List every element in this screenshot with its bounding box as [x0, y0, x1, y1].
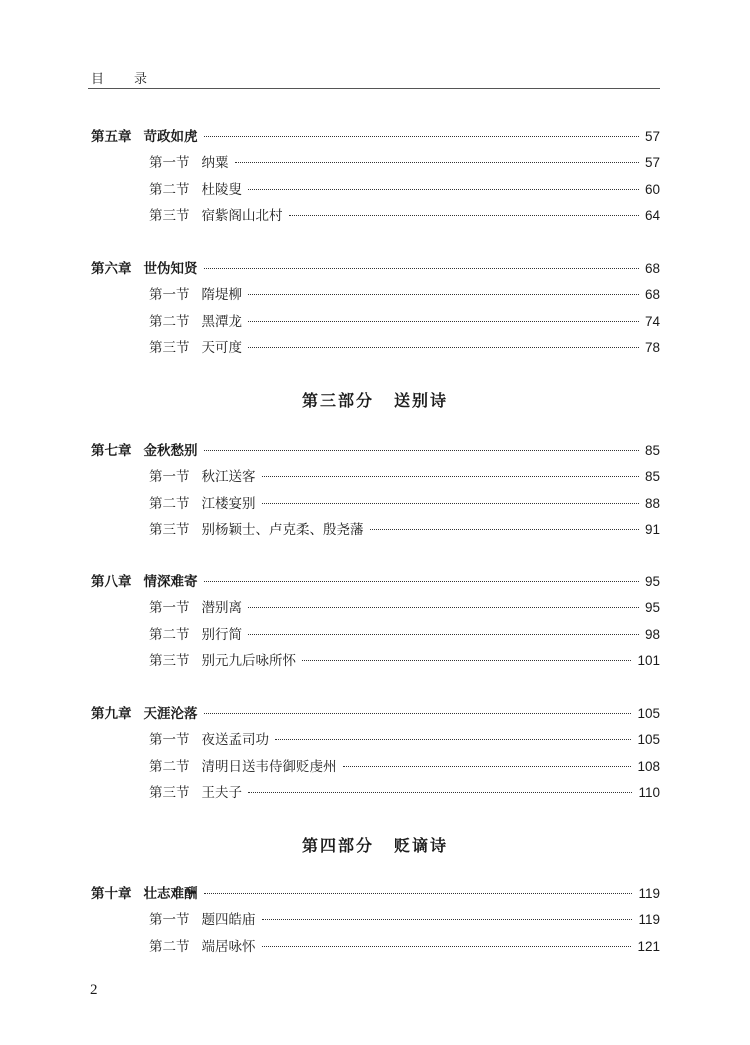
toc-section-entry[interactable] [149, 520, 660, 540]
dot-leader [235, 162, 639, 163]
entry-number: 第二节 [149, 496, 190, 512]
entry-title: 情深难寄 [143, 574, 198, 590]
toc-section-entry[interactable] [149, 206, 660, 226]
part-heading-3 [0, 388, 750, 411]
entry-number: 第六章 [91, 261, 132, 277]
entry-number: 第一节 [149, 155, 190, 171]
entry-number: 第二节 [149, 314, 190, 330]
entry-title: 纳粟 [201, 155, 229, 171]
toc-section-entry[interactable] [149, 910, 660, 930]
entry-title: 壮志难酬 [143, 886, 198, 902]
entry-title: 隋堤柳 [201, 287, 242, 303]
entry-page: 110 [638, 785, 660, 800]
entry-number: 第二节 [149, 627, 190, 643]
toc-section-entry[interactable] [149, 757, 660, 777]
entry-page: 57 [644, 129, 660, 144]
entry-title: 秋江送客 [201, 469, 256, 485]
part-heading-4 [0, 833, 750, 856]
entry-title: 题四皓庙 [201, 912, 256, 928]
entry-title: 世伪知贤 [143, 261, 198, 277]
dot-leader [343, 766, 632, 767]
entry-page: 91 [644, 522, 660, 537]
entry-title: 端居咏怀 [201, 939, 256, 955]
entry-page: 64 [644, 208, 660, 223]
dot-leader [370, 529, 639, 530]
entry-title: 江楼宴别 [201, 496, 256, 512]
part-label: 第三部分 [301, 391, 374, 410]
entry-page: 119 [638, 912, 660, 927]
toc-section-entry[interactable] [149, 783, 660, 803]
entry-number: 第三节 [149, 785, 190, 801]
dot-leader [302, 660, 631, 661]
toc-chapter-entry[interactable] [91, 572, 660, 592]
entry-page: 98 [644, 627, 660, 642]
entry-page: 78 [644, 340, 660, 355]
entry-number: 第三节 [149, 653, 190, 669]
dot-leader [204, 136, 639, 137]
toc-section-entry[interactable] [149, 285, 660, 305]
entry-title: 黑潭龙 [201, 314, 242, 330]
toc-chapter-entry[interactable] [91, 704, 660, 724]
entry-title: 清明日送韦侍御贬虔州 [201, 759, 337, 775]
entry-number: 第八章 [91, 574, 132, 590]
entry-number: 第七章 [91, 443, 132, 459]
entry-number: 第三节 [149, 208, 190, 224]
toc-section-entry[interactable] [149, 467, 660, 487]
part-name: 贬谪诗 [394, 836, 449, 855]
entry-number: 第三节 [149, 522, 190, 538]
dot-leader [248, 634, 639, 635]
entry-number: 第一节 [149, 287, 190, 303]
entry-page: 57 [644, 155, 660, 170]
toc-section-entry[interactable] [149, 598, 660, 618]
page-number: 2 [90, 982, 98, 998]
entry-title: 潜别离 [201, 600, 242, 616]
dot-leader [262, 919, 633, 920]
entry-number: 第五章 [91, 129, 132, 145]
entry-title: 别杨颖士、卢克柔、殷尧藩 [201, 522, 364, 538]
dot-leader [248, 189, 639, 190]
toc-chapter-entry[interactable] [91, 884, 660, 904]
toc-chapter-entry[interactable] [91, 441, 660, 461]
dot-leader [248, 294, 639, 295]
entry-page: 95 [644, 600, 660, 615]
entry-title: 别元九后咏所怀 [201, 653, 296, 669]
toc-section-entry[interactable] [149, 625, 660, 645]
toc-section-entry[interactable] [149, 937, 660, 957]
toc-section-entry[interactable] [149, 153, 660, 173]
header-rule [88, 88, 660, 89]
entry-page: 101 [637, 653, 660, 668]
entry-title: 天涯沦落 [143, 706, 198, 722]
entry-title: 王夫子 [201, 785, 242, 801]
entry-number: 第一节 [149, 469, 190, 485]
entry-number: 第二节 [149, 759, 190, 775]
entry-page: 74 [644, 314, 660, 329]
header-right: 录 [134, 72, 148, 87]
entry-page: 105 [637, 732, 660, 747]
entry-page: 119 [638, 886, 660, 901]
toc-section-entry[interactable] [149, 730, 660, 750]
entry-title: 天可度 [201, 340, 242, 356]
entry-page: 85 [644, 443, 660, 458]
entry-title: 杜陵叟 [201, 182, 242, 198]
entry-page: 68 [644, 261, 660, 276]
toc-section-entry[interactable] [149, 312, 660, 332]
entry-page: 88 [644, 496, 660, 511]
entry-page: 105 [637, 706, 660, 721]
dot-leader [204, 581, 639, 582]
dot-leader [248, 607, 639, 608]
header-left: 目 [91, 72, 105, 87]
toc-chapter-entry[interactable] [91, 259, 660, 279]
dot-leader [204, 450, 639, 451]
dot-leader [248, 347, 639, 348]
entry-title: 夜送孟司功 [201, 732, 269, 748]
toc-section-entry[interactable] [149, 180, 660, 200]
entry-title: 宿紫阁山北村 [201, 208, 283, 224]
entry-number: 第一节 [149, 912, 190, 928]
running-header [91, 68, 147, 87]
dot-leader [275, 739, 631, 740]
entry-page: 60 [644, 182, 660, 197]
entry-number: 第十章 [91, 886, 132, 902]
entry-title: 苛政如虎 [143, 129, 198, 145]
entry-number: 第二节 [149, 939, 190, 955]
dot-leader [204, 713, 632, 714]
entry-page: 95 [644, 574, 660, 589]
dot-leader [262, 946, 632, 947]
entry-page: 108 [637, 759, 660, 774]
dot-leader [262, 476, 639, 477]
part-label: 第四部分 [301, 836, 374, 855]
entry-number: 第九章 [91, 706, 132, 722]
dot-leader [248, 321, 639, 322]
part-name: 送别诗 [394, 391, 449, 410]
dot-leader [289, 215, 639, 216]
entry-number: 第三节 [149, 340, 190, 356]
entry-page: 68 [644, 287, 660, 302]
entry-number: 第一节 [149, 600, 190, 616]
entry-page: 85 [644, 469, 660, 484]
dot-leader [248, 792, 632, 793]
entry-number: 第一节 [149, 732, 190, 748]
entry-page: 121 [637, 939, 660, 954]
entry-title: 别行简 [201, 627, 242, 643]
toc-section-entry[interactable] [149, 651, 660, 671]
dot-leader [204, 893, 633, 894]
toc-section-entry[interactable] [149, 494, 660, 514]
toc-section-entry[interactable] [149, 338, 660, 358]
toc-chapter-entry[interactable] [91, 127, 660, 147]
dot-leader [262, 503, 639, 504]
entry-number: 第二节 [149, 182, 190, 198]
dot-leader [204, 268, 639, 269]
entry-title: 金秋愁别 [143, 443, 198, 459]
